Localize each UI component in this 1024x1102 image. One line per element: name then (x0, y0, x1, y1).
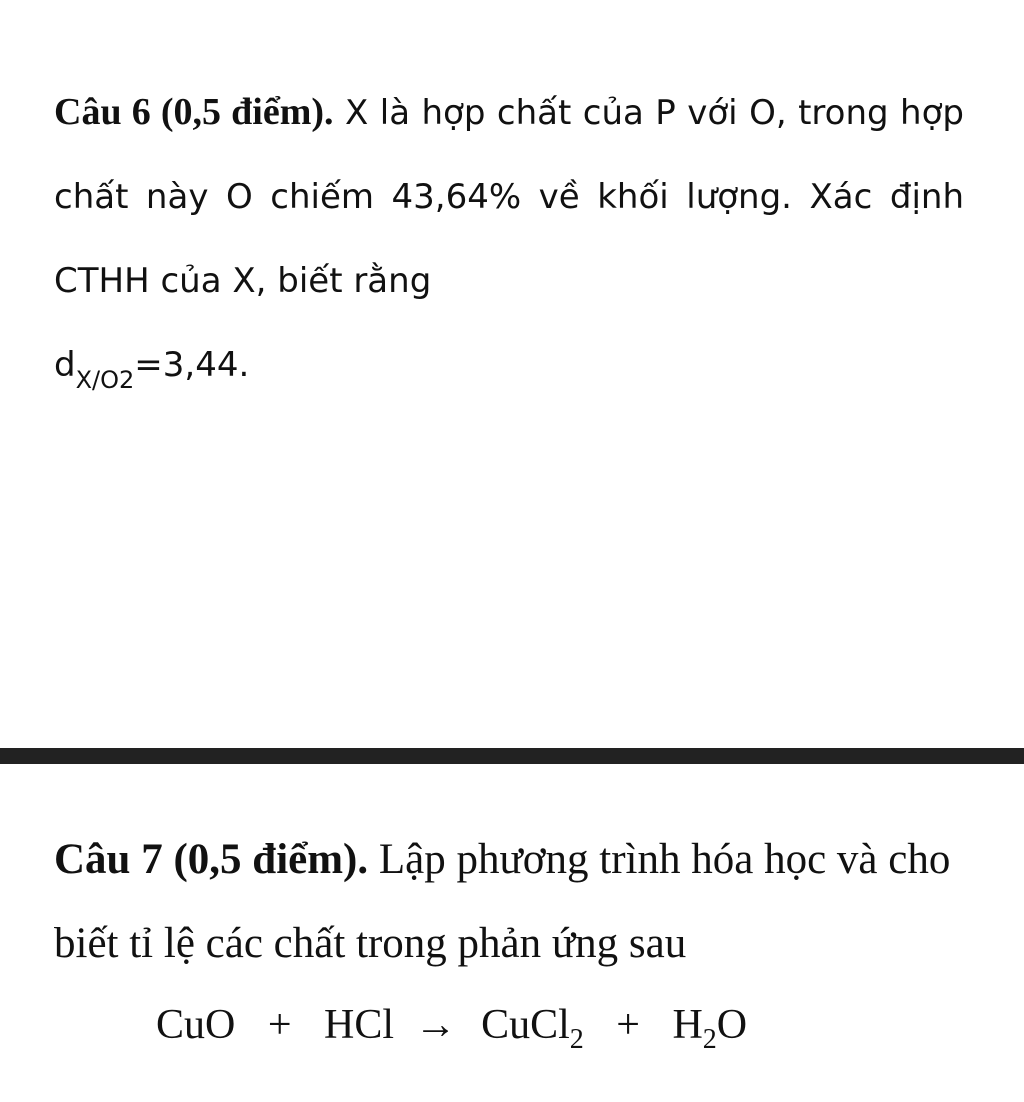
product-cucl2-base: CuCl (481, 1002, 570, 1048)
reactant-cuo: CuO (156, 1002, 236, 1048)
question-6-text: X là hợp chất của P với O, trong hợp chất này O chiếm 43,64% về khối lượng. Xác định CTHH của X, biết rằng (54, 93, 964, 301)
product-cucl2-subscript: 2 (569, 1024, 584, 1055)
density-subscript: X/O2 (75, 366, 135, 394)
product-h2o-subscript: 2 (702, 1024, 717, 1055)
reactant-hcl: HCl (324, 1002, 395, 1048)
question-7-text: Lập phương trình hóa học và cho biết tỉ lệ các chất trong phản ứng sau (54, 836, 951, 967)
product-h2o-base: H (672, 1002, 703, 1048)
density-value: =3,44. (134, 345, 250, 385)
section-divider (0, 748, 1024, 764)
plus-sign: + (267, 1002, 292, 1048)
plus-sign: + (616, 1002, 640, 1048)
product-h2o-tail: O (716, 1002, 748, 1048)
chemical-equation (156, 990, 747, 1060)
product-h2o (672, 990, 747, 1060)
question-6-heading: Câu 6 (0,5 điểm). (54, 91, 334, 133)
reaction-arrow-icon: → (414, 1002, 457, 1048)
question-6 (54, 70, 964, 407)
question-7 (54, 818, 984, 986)
density-ratio (54, 345, 250, 394)
density-symbol: d (54, 345, 76, 385)
product-cucl2 (481, 990, 584, 1060)
question-7-heading: Câu 7 (0,5 điểm). (54, 836, 369, 883)
